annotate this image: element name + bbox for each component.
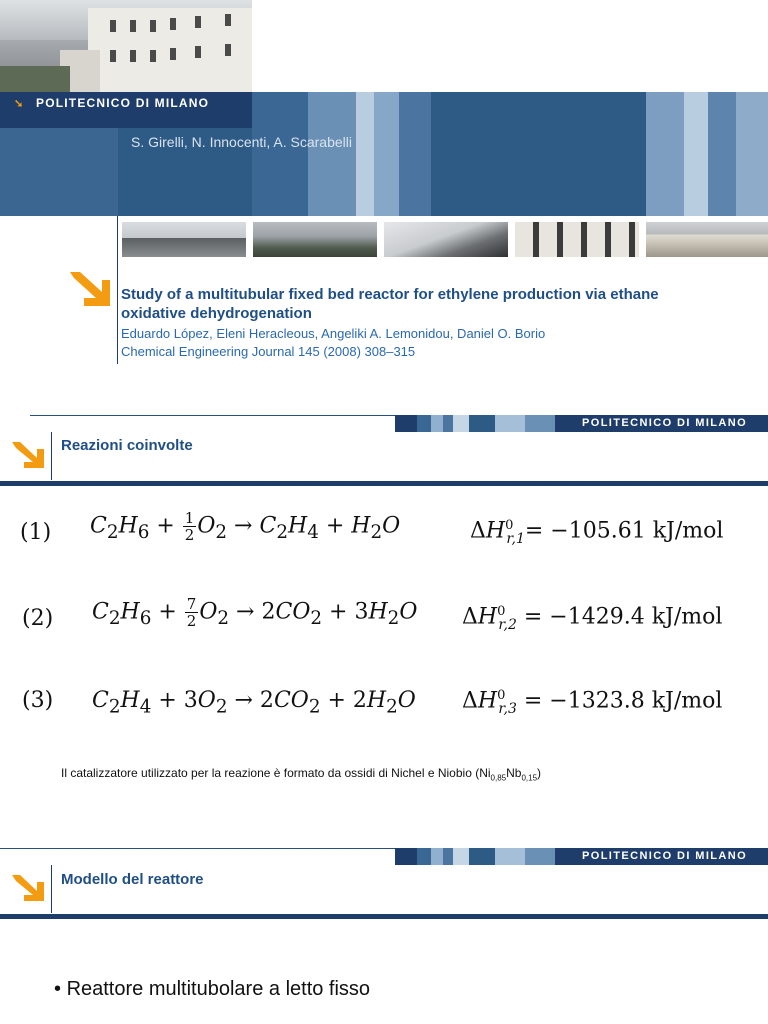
slide2-bottom-rule [0, 481, 768, 486]
slide2-brand: POLITECNICO DI MILANO [582, 417, 748, 429]
journal-reference: Chemical Engineering Journal 145 (2008) 308–315 [121, 344, 416, 359]
slide3-brand: POLITECNICO DI MILANO [582, 850, 748, 862]
reaction-equation-2: $C_2H_6$ + $\frac{7}{2}$ $O_2 \to 2CO_2 + 3H_2O$ [92, 595, 418, 630]
orange-arrow-icon [10, 440, 46, 470]
presenters: S. Girelli, N. Innocenti, A. Scarabelli [131, 134, 352, 150]
reaction-number-2: (2) [22, 606, 54, 631]
slide2-heading: Reazioni coinvolte [61, 437, 193, 454]
brand-name: POLITECNICO DI MILANO [36, 96, 210, 110]
catalyst-note: Il catalizzatore utilizzato per la reazione è formato da ossidi di Nichel e Niobio $(Ni_{0,85}Nb_{0,15})$ [61, 766, 542, 783]
slide2-brand-strip [395, 415, 768, 432]
slide3-brand-strip [395, 848, 768, 865]
building-photo [0, 0, 252, 92]
reaction-enthalpy-2: $\Delta H^0_{r,2} = -1429.4$ kJ/mol [462, 604, 723, 633]
campus-photo-1 [122, 222, 246, 257]
reaction-number-1: (1) [20, 520, 52, 545]
orange-arrow-icon [10, 873, 46, 903]
reaction-equation-3: $C_2H_4 + 3O_2 \to 2CO_2 + 2H_2O$ [92, 688, 416, 718]
orange-arrow-icon [66, 268, 112, 308]
paper-title: Study of a multitubular fixed bed reactor for ethylene production via ethane oxidative dehydrogenation [121, 286, 659, 322]
slide3-bottom-rule [0, 914, 768, 919]
reaction-enthalpy-1: $\Delta H^0_{r,1}= -105.61$ kJ/mol [470, 518, 724, 547]
reaction-number-3: (3) [22, 688, 54, 713]
divider-line [117, 216, 118, 364]
slide3-divider [51, 865, 52, 913]
bullet-item: • Reattore multitubolare a letto fisso [54, 978, 371, 1000]
campus-photo-2 [253, 222, 377, 257]
slide3-heading: Modello del reattore [61, 871, 204, 888]
campus-photo-3 [384, 222, 508, 257]
campus-photo-5 [646, 222, 768, 257]
reaction-equation-1: $C_2H_6$ + $\frac{1}{2}$ $O_2 \to C_2H_4 + H_2O$ [90, 509, 401, 544]
campus-photo-4 [515, 222, 639, 257]
paper-authors: Eduardo López, Eleni Heracleous, Angeliki A. Lemonidou, Daniel O. Borio [121, 326, 546, 341]
brand-block [0, 128, 118, 216]
polimi-arrow-icon: ➘ [14, 98, 24, 110]
slide2-divider [51, 432, 52, 480]
reaction-enthalpy-3: $\Delta H^0_{r,3} = -1323.8$ kJ/mol [462, 688, 723, 717]
